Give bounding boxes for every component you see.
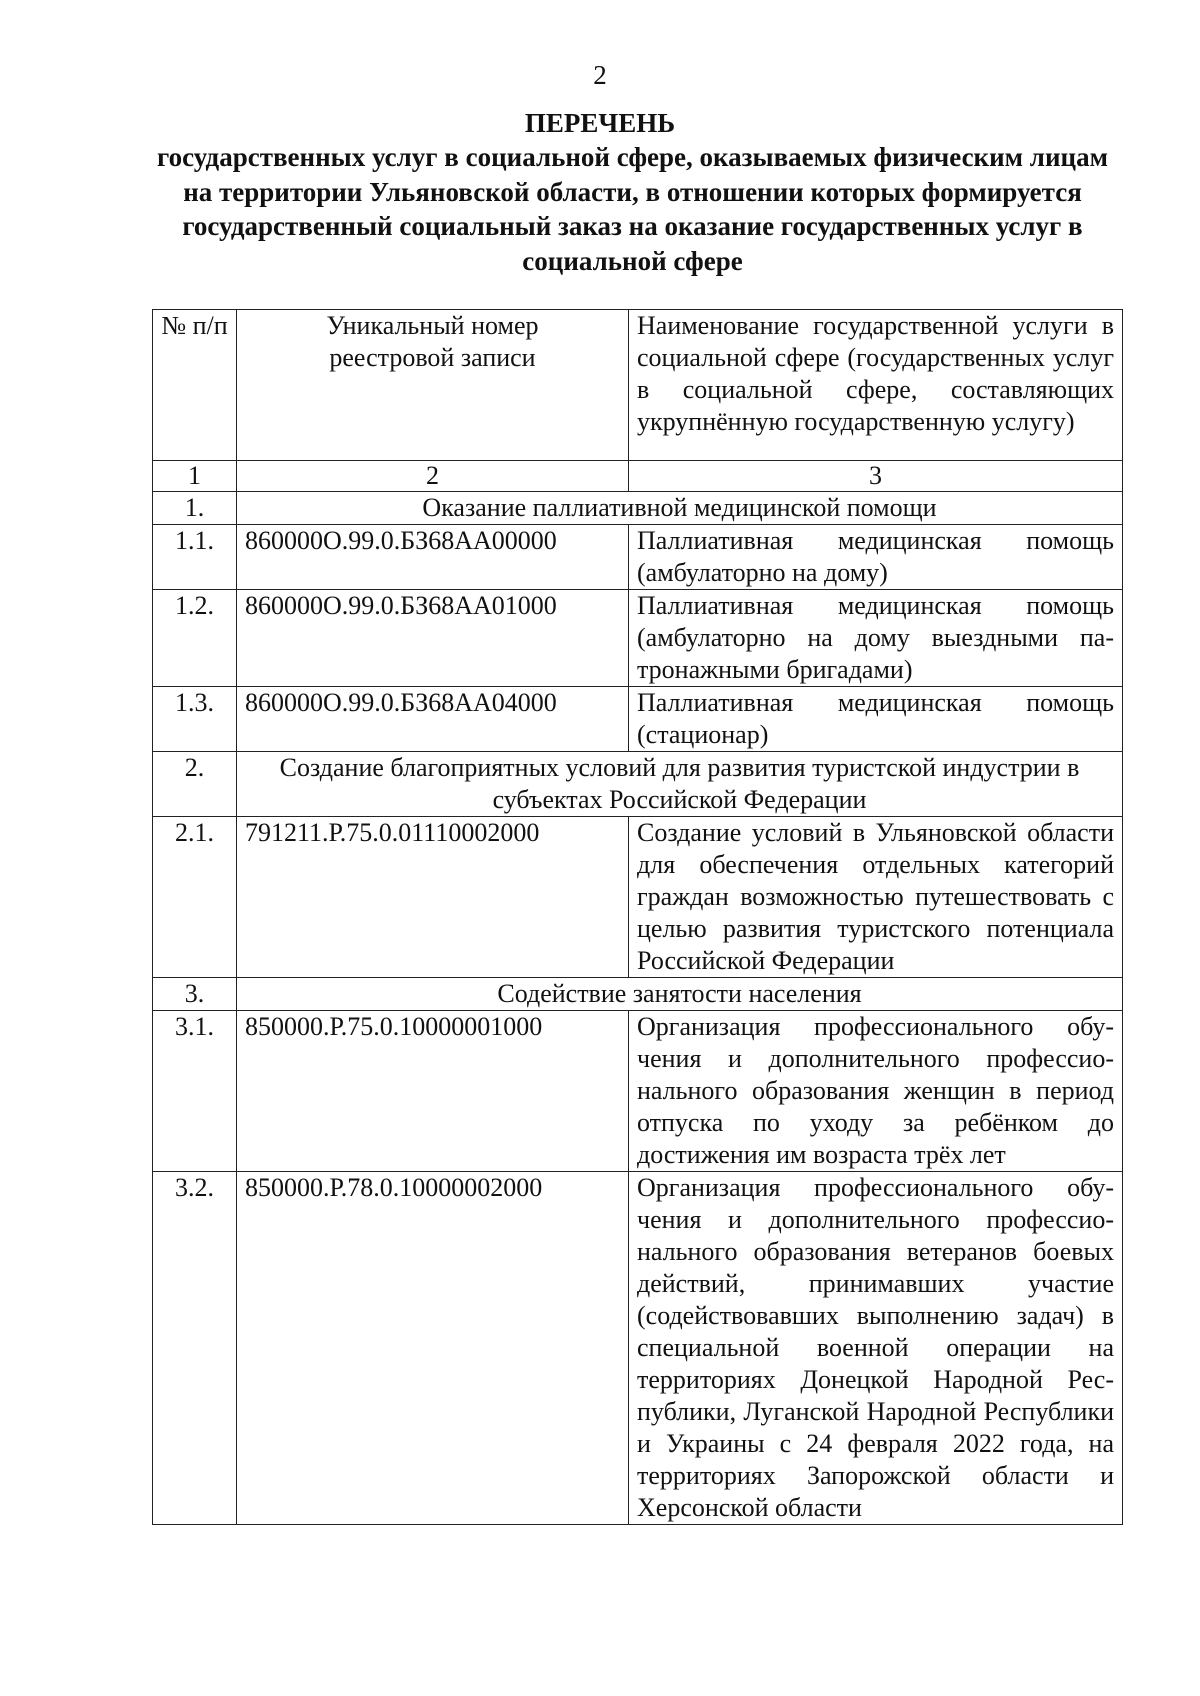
- header-registry-number: Уникальный номер реестровой записи: [237, 310, 629, 461]
- document-title: ПЕРЕЧЕНЬ: [524, 108, 676, 138]
- row-number: 1.: [153, 492, 237, 525]
- service-row: [153, 590, 1123, 687]
- header-number: № п/п: [153, 310, 237, 461]
- service-row: [153, 1172, 1123, 1525]
- service-row: [153, 817, 1123, 978]
- service-row: [153, 687, 1123, 752]
- registry-number: 860000О.99.0.БЗ68АА04000: [237, 687, 629, 752]
- table-body: [153, 492, 1123, 1525]
- table-header-row: [153, 310, 1123, 461]
- header-service-name: Наименование государственной услуги в социальной сфере (государственных услуг в социальной сфере, составляющих укрупнённую государственную услугу): [629, 310, 1123, 461]
- row-number: 3.: [153, 978, 237, 1011]
- section-title: Содействие занятости населения: [237, 978, 1123, 1011]
- service-row: [153, 1011, 1123, 1172]
- row-number: 3.1.: [153, 1011, 237, 1172]
- column-number: 1: [153, 461, 237, 492]
- row-number: 1.1.: [153, 525, 237, 590]
- row-number: 3.2.: [153, 1172, 237, 1525]
- service-name: Паллиативная медицинская помощь (стационар): [629, 687, 1123, 752]
- service-name: Паллиативная медицинская помощь (амбулаторно на дому): [629, 525, 1123, 590]
- column-number: 3: [629, 461, 1123, 492]
- row-number: 1.3.: [153, 687, 237, 752]
- row-number: 2.1.: [153, 817, 237, 978]
- service-row: [153, 525, 1123, 590]
- registry-number: 860000О.99.0.БЗ68АА00000: [237, 525, 629, 590]
- row-number: 1.2.: [153, 590, 237, 687]
- section-row: [153, 492, 1123, 525]
- section-row: [153, 978, 1123, 1011]
- service-name: Создание условий в Ульяновской области для обеспечения отдельных категорий граждан возможностью путешествовать с целью развития туристского потенциала Российской Федерации: [629, 817, 1123, 978]
- registry-number: 850000.Р.75.0.10000001000: [237, 1011, 629, 1172]
- section-title: Создание благоприятных условий для развития туристской индустрии в субъектах Российской Федерации: [237, 752, 1123, 817]
- row-number: 2.: [153, 752, 237, 817]
- column-number: 2: [237, 461, 629, 492]
- service-name: Организация профессионального обучения и дополнительного профессионального образования ветеранов боевых действий, принимавших участие (содействовавших выполнению задач) в специальной военной операции на территориях Донецкой Народной Республики, Луганской Народной Республики и Украины с 24 февраля 2022 года, на территориях Запорожской области и Херсонской области: [629, 1172, 1123, 1525]
- page-number: 2: [593, 60, 607, 90]
- service-name: Паллиативная медицинская помощь (амбулаторно на дому выездными патронажными бригадами): [629, 590, 1123, 687]
- registry-number: 850000.Р.78.0.10000002000: [237, 1172, 629, 1525]
- services-table: [152, 309, 1123, 1525]
- section-title: Оказание паллиативной медицинской помощи: [237, 492, 1123, 525]
- registry-number: 791211.Р.75.0.01110002000: [237, 817, 629, 978]
- column-numbers-row: [153, 461, 1123, 492]
- registry-number: 860000О.99.0.БЗ68АА01000: [237, 590, 629, 687]
- service-name: Организация профессионального обучения и дополнительного профессионального образования женщин в период отпуска по уходу за ребёнком до достижения им возраста трёх лет: [629, 1011, 1123, 1172]
- section-row: [153, 752, 1123, 817]
- document-subtitle: государственных услуг в социальной сфере, оказываемых физическим лицам на территории Ульяновской области, в отношении которых формируется государственный социальный заказ на оказание государственных услуг в социальной сфере: [157, 142, 1108, 276]
